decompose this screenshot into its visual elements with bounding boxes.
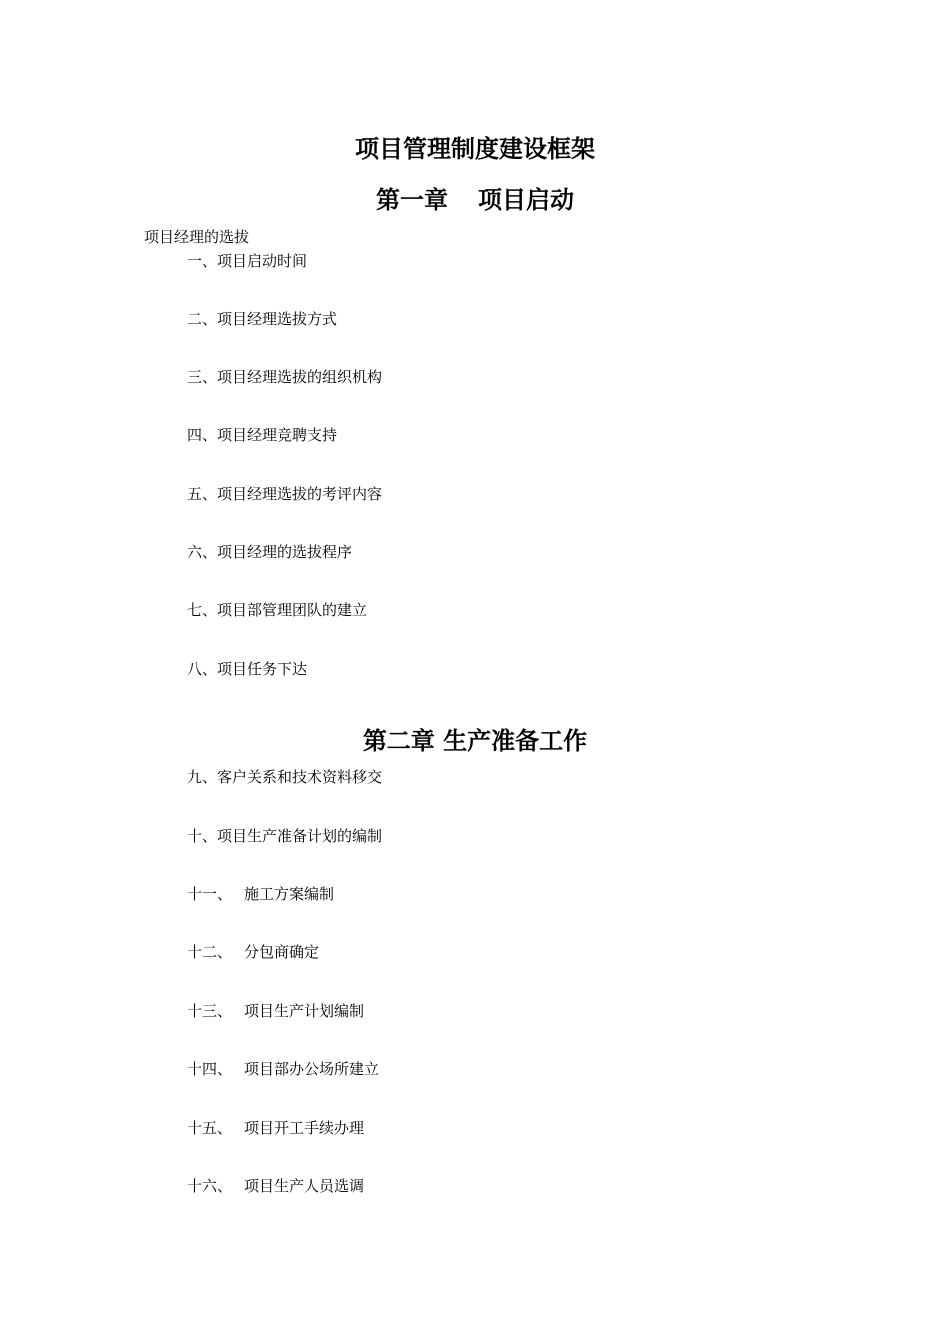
item-text: 项目部办公场所建立	[244, 1060, 380, 1078]
item-text: 项目部管理团队的建立	[217, 601, 368, 619]
list-item	[187, 308, 337, 330]
item-number: 三、	[187, 368, 218, 386]
list-item	[187, 424, 337, 446]
item-text: 项目开工手续办理	[244, 1119, 365, 1137]
chapter-1-name: 项目启动	[478, 185, 574, 214]
item-number: 七、	[187, 601, 218, 619]
item-number: 六、	[187, 543, 218, 561]
item-number: 四、	[187, 426, 218, 444]
item-text: 项目经理选拔方式	[217, 310, 338, 328]
item-text: 项目生产计划编制	[244, 1002, 365, 1020]
item-number: 十、	[187, 827, 218, 845]
chapter-2-title: 第二章 生产准备工作	[362, 726, 588, 755]
item-text: 项目生产准备计划的编制	[217, 827, 383, 845]
item-number: 一、	[187, 252, 218, 270]
list-item	[187, 658, 307, 680]
item-number: 十五、	[187, 1119, 233, 1137]
list-item	[187, 1175, 364, 1197]
item-text: 项目经理选拔的组织机构	[217, 368, 383, 386]
item-text: 项目经理选拔的考评内容	[217, 485, 383, 503]
list-item	[187, 1058, 379, 1080]
item-number: 十六、	[187, 1177, 233, 1195]
item-text: 客户关系和技术资料移交	[217, 768, 383, 786]
item-text: 项目任务下达	[217, 660, 308, 678]
list-item	[187, 766, 382, 788]
list-item	[187, 1117, 364, 1139]
item-number: 十四、	[187, 1060, 233, 1078]
list-item	[187, 250, 307, 272]
item-number: 十二、	[187, 943, 233, 961]
item-number: 五、	[187, 485, 218, 503]
document-title: 项目管理制度建设框架	[355, 134, 595, 163]
item-text: 分包商确定	[244, 943, 320, 961]
list-item	[187, 941, 319, 963]
item-number: 八、	[187, 660, 218, 678]
list-item	[187, 541, 352, 563]
item-text: 项目经理竞聘支持	[217, 426, 338, 444]
item-number: 十三、	[187, 1002, 233, 1020]
list-item	[187, 599, 367, 621]
item-number: 九、	[187, 768, 218, 786]
item-text: 项目经理的选拔程序	[217, 543, 353, 561]
item-text: 施工方案编制	[244, 885, 335, 903]
item-number: 二、	[187, 310, 218, 328]
item-number: 十一、	[187, 885, 233, 903]
list-item	[187, 883, 334, 905]
item-text: 项目启动时间	[217, 252, 308, 270]
chapter-1-title	[0, 183, 950, 217]
list-item	[187, 366, 382, 388]
list-item	[187, 1000, 364, 1022]
chapter-1-prefix: 第一章	[376, 185, 448, 214]
item-text: 项目生产人员选调	[244, 1177, 365, 1195]
section-label: 项目经理的选拔	[144, 228, 250, 246]
list-item	[187, 825, 382, 847]
list-item	[187, 483, 382, 505]
